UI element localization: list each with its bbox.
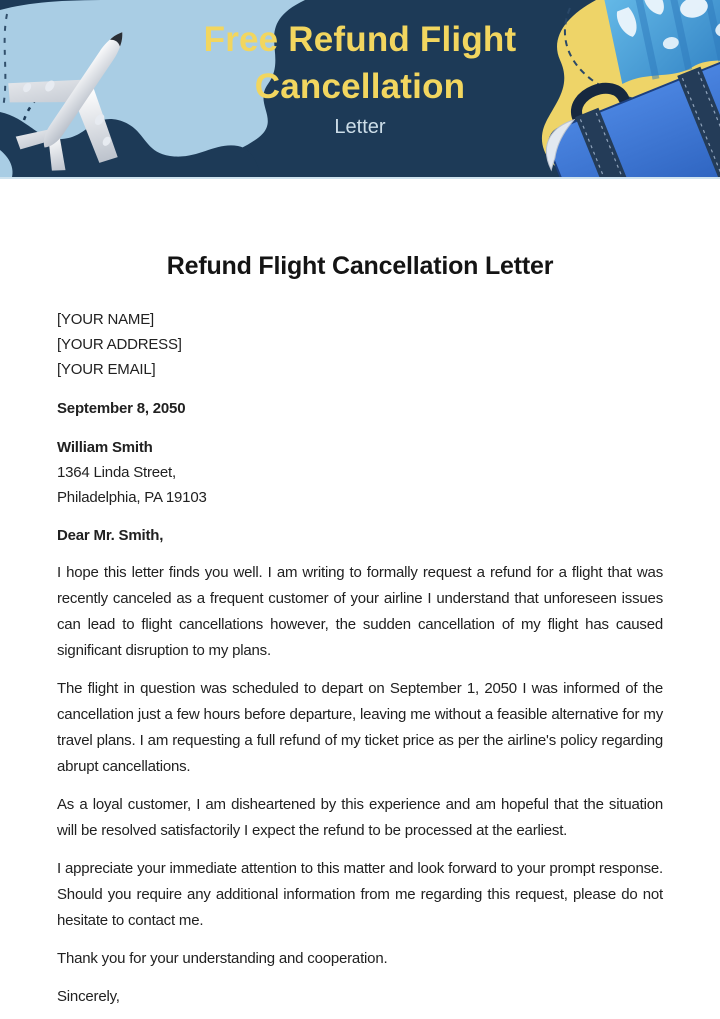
letter-content [0, 251, 720, 1010]
sender-block [57, 307, 663, 382]
letter-date: September 8, 2050 [57, 400, 186, 417]
banner-title: Free Refund Flight Cancellation [203, 20, 517, 106]
letter-paragraph: As a loyal customer, I am disheartened by this experience and am hopeful that the situation will be resolved satisfactorily I expect the refund to be processed at the earliest. [57, 796, 663, 839]
recipient-address-line2: Philadelphia, PA 19103 [57, 489, 207, 506]
letter-paragraph: I hope this letter finds you well. I am writing to formally request a refund for a flight that was recently canceled as a frequent customer of your airline I understand that unforeseen issues can lead to flight cancellations however, the sudden cancellation of my flight has caused significant disruption to my plans. [57, 564, 663, 659]
sender-address-placeholder: [YOUR ADDRESS] [57, 336, 182, 353]
header-banner [0, 0, 720, 177]
signoff: Sincerely, [57, 988, 120, 1005]
sender-email-placeholder: [YOUR EMAIL] [57, 361, 156, 378]
sender-name-placeholder: [YOUR NAME] [57, 311, 154, 328]
salutation: Dear Mr. Smith, [57, 527, 164, 544]
banner-bottom-edge [0, 177, 720, 179]
letter-paragraph: I appreciate your immediate attention to this matter and look forward to your prompt response. Should you require any additional information from me regarding this request, please do not hesitate to contact me. [57, 860, 663, 929]
banner-subtitle: Letter [334, 116, 386, 138]
letter-paragraph: The flight in question was scheduled to depart on September 1, 2050 I was informed of the cancellation just a few hours before departure, leaving me without a feasible alternative for my travel plans. I am requesting a full refund of my ticket price as per the airline's policy regarding abrupt cancellations. [57, 680, 663, 775]
closing-thanks: Thank you for your understanding and cooperation. [57, 950, 388, 967]
banner-text [160, 16, 560, 139]
recipient-block [57, 435, 663, 510]
page-title: Refund Flight Cancellation Letter [166, 252, 554, 280]
recipient-address-line1: 1364 Linda Street, [57, 464, 176, 481]
recipient-name: William Smith [57, 439, 153, 456]
